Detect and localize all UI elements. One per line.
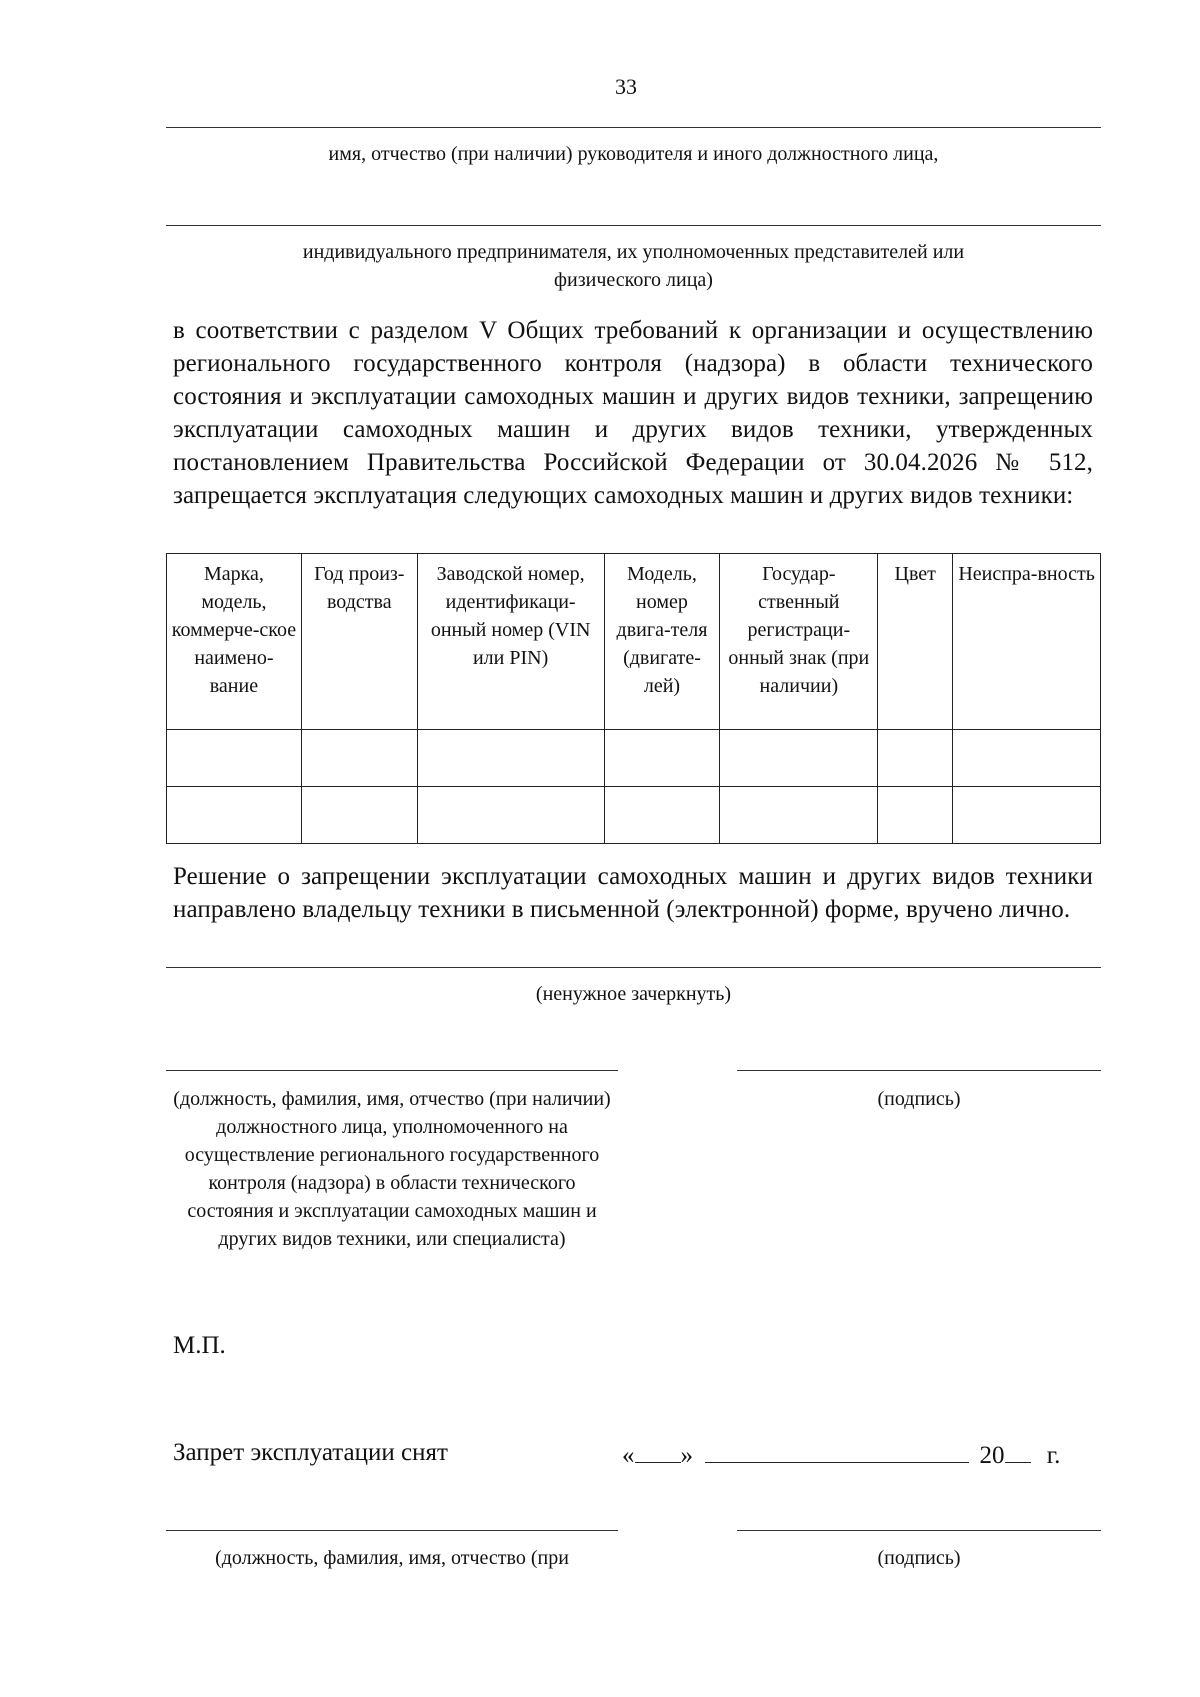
decision-paragraph: Решение о запрещении эксплуатации самоходных машин и других видов техники направлено владельцу техники в письменной (электронной) форме, вручено лично. bbox=[173, 863, 1093, 923]
year-prefix: 20 bbox=[979, 1442, 1005, 1469]
table-cell bbox=[604, 730, 720, 787]
header-registration-sign: Государ-ственный регистраци-онный знак (при наличии) bbox=[720, 554, 878, 730]
table-header-row bbox=[167, 554, 1101, 730]
header-engine: Модель, номер двига-теля (двигате-лей) bbox=[604, 554, 720, 730]
equipment-table bbox=[166, 553, 1101, 844]
table-cell bbox=[878, 787, 953, 844]
table-cell bbox=[167, 787, 302, 844]
caption-name-line: имя, отчество (при наличии) руководителя и иного должностного лица, bbox=[328, 143, 939, 165]
table-cell bbox=[417, 730, 604, 787]
blank-line-signature-1 bbox=[737, 1070, 1101, 1071]
table-row bbox=[167, 787, 1101, 844]
table-row bbox=[167, 730, 1101, 787]
quote-open: « bbox=[622, 1442, 635, 1469]
blank-line-name bbox=[166, 127, 1101, 128]
table-cell bbox=[953, 730, 1101, 787]
header-malfunction: Неиспра-вность bbox=[953, 554, 1101, 730]
ban-lifted-label: Запрет эксплуатации снят bbox=[173, 1439, 448, 1466]
blank-line-official-2 bbox=[166, 1530, 618, 1531]
signature-caption-1: (подпись) bbox=[877, 1088, 961, 1110]
caption-entrepreneur-line-b: физического лица) bbox=[554, 269, 713, 291]
ban-lifted-date bbox=[622, 1436, 1060, 1473]
blank-line-official-1 bbox=[166, 1070, 618, 1071]
official-caption-2: (должность, фамилия, имя, отчество (при bbox=[215, 1547, 569, 1569]
signature-caption-2: (подпись) bbox=[877, 1547, 961, 1569]
header-year: Год произ-водства bbox=[301, 554, 417, 730]
blank-line-signature-2 bbox=[737, 1530, 1101, 1531]
month-blank bbox=[705, 1436, 969, 1463]
table-cell bbox=[953, 787, 1101, 844]
table-cell bbox=[878, 730, 953, 787]
page-number: 33 bbox=[615, 74, 637, 99]
day-blank bbox=[635, 1436, 681, 1463]
strike-note: (ненужное зачеркнуть) bbox=[535, 983, 732, 1005]
table-cell bbox=[604, 787, 720, 844]
table-cell bbox=[720, 787, 878, 844]
caption-entrepreneur-line-a: индивидуального предпринимателя, их уполномоченных представителей или bbox=[302, 241, 965, 263]
table-cell bbox=[417, 787, 604, 844]
caption-entrepreneur-line bbox=[166, 238, 1101, 294]
header-serial-vin: Заводской номер, идентификаци-онный номер (VIN или PIN) bbox=[417, 554, 604, 730]
table-cell bbox=[720, 730, 878, 787]
year-blank bbox=[1005, 1436, 1031, 1463]
blank-line-entrepreneur bbox=[166, 225, 1101, 226]
table-cell bbox=[167, 730, 302, 787]
header-brand-model: Марка, модель, коммерче-ское наимено-вание bbox=[167, 554, 302, 730]
table-cell bbox=[301, 730, 417, 787]
header-color: Цвет bbox=[878, 554, 953, 730]
table-cell bbox=[301, 787, 417, 844]
quote-close: » bbox=[680, 1442, 693, 1469]
main-paragraph: в соответствии с разделом V Общих требований к организации и осуществлению регионального государственного контроля (надзора) в области технического состояния и эксплуатации самоходных машин и других видов техники, запрещению эксплуатации самоходных машин и других видов техники, утвержденных постановлением Правительства Российской Федерации от 30.04.2026 № 512, запрещается эксплуатация следующих самоходных машин и других видов техники: bbox=[173, 317, 1093, 509]
blank-line-delivery bbox=[166, 967, 1101, 968]
stamp-label: М.П. bbox=[173, 1332, 226, 1359]
official-caption-1: (должность, фамилия, имя, отчество (при наличии) должностного лица, уполномоченного на осуществление регионального государственного контроля (надзора) в области технического состояния и эксплуатации самоходных машин и других видов техники, или специалиста) bbox=[173, 1088, 611, 1250]
year-suffix: г. bbox=[1046, 1442, 1061, 1469]
